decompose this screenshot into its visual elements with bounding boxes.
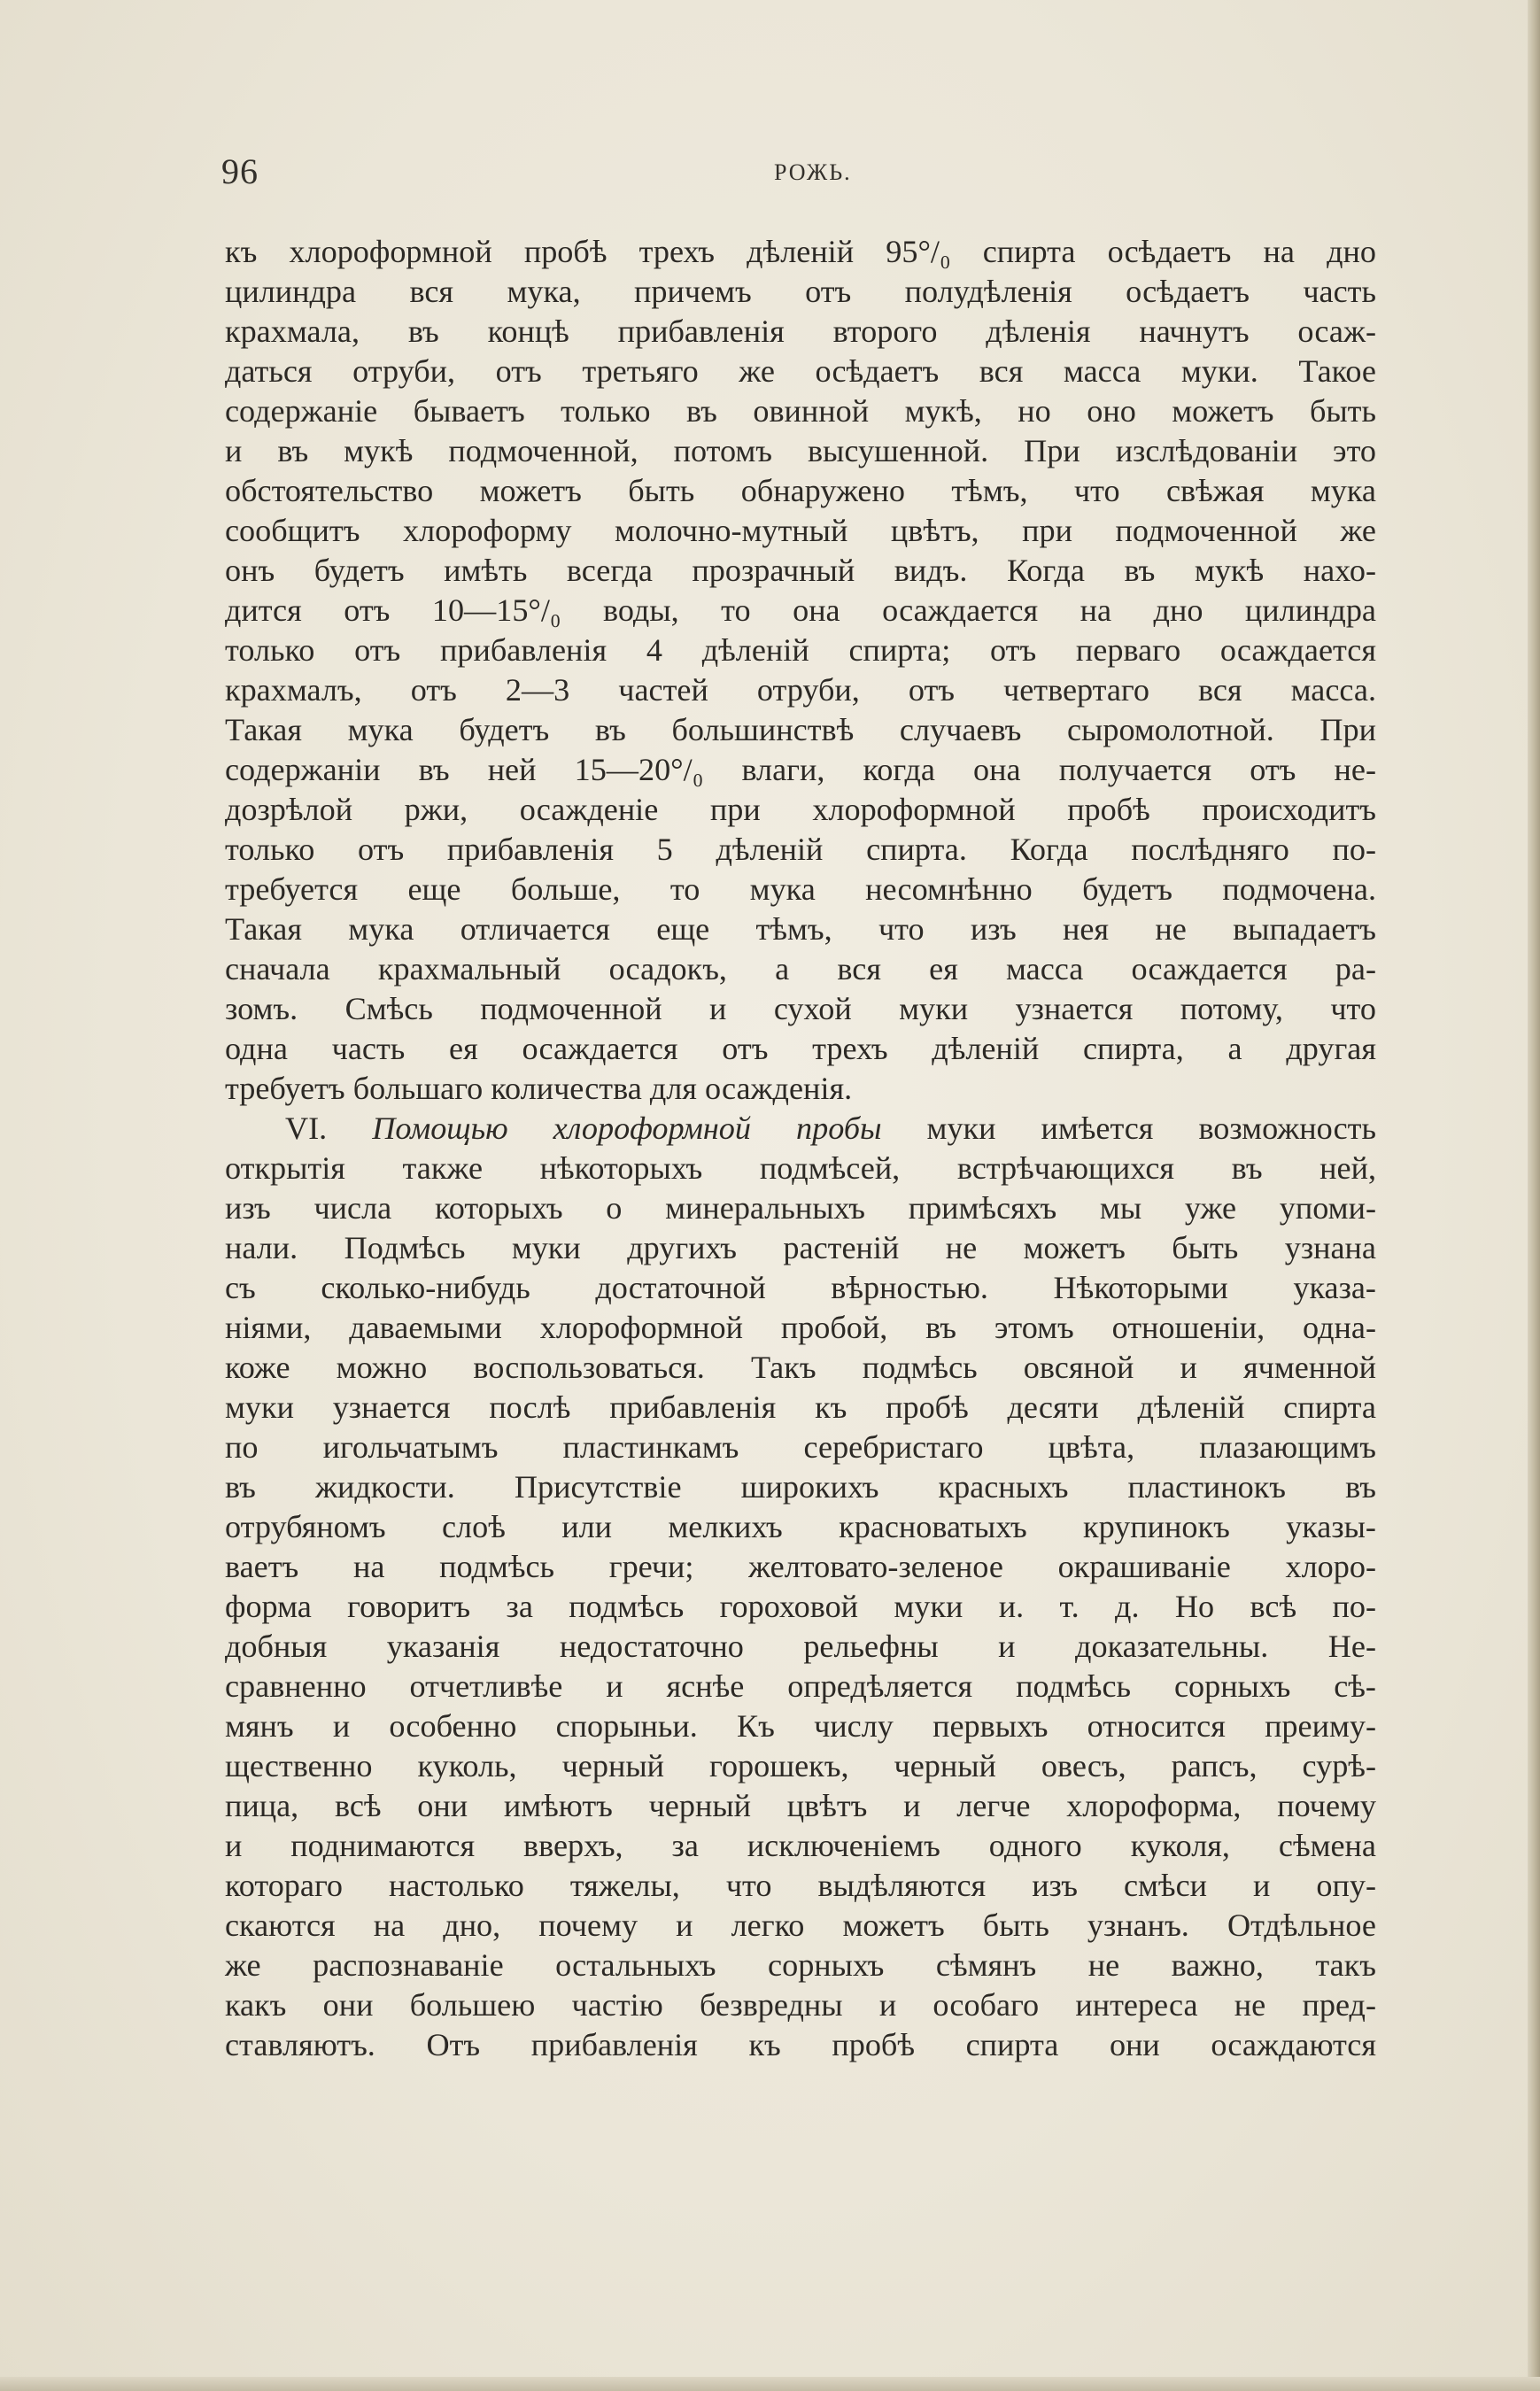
text-line: крахмала, въ концѣ прибавленія второго дѣленія начнутъ осаж- xyxy=(225,313,1376,349)
text-line: къ хлороформной пробѣ трехъ дѣленій 95°/₀ спирта осѣдаетъ на дно xyxy=(225,234,1376,269)
text-line: онъ будетъ имѣть всегда прозрачный видъ. Когда въ мукѣ нахо- xyxy=(225,553,1376,588)
text-line: добныя указанія недостаточно рельефны и доказательны. Не- xyxy=(225,1629,1376,1664)
text-line: котораго настолько тяжелы, что выдѣляются изъ смѣси и опу- xyxy=(225,1868,1376,1903)
text-line: отрубяномъ слоѣ или мелкихъ красноватыхъ крупинокъ указы- xyxy=(225,1509,1376,1544)
text-line: дится отъ 10—15°/₀ воды, то она осаждается на дно цилиндра xyxy=(225,592,1376,628)
text-line: только отъ прибавленія 5 дѣленій спирта. Когда послѣдняго по- xyxy=(225,832,1376,867)
paragraph-2-first-line xyxy=(225,1109,1376,1149)
page-right-edge xyxy=(1528,0,1540,2391)
text-line: по игольчатымъ пластинкамъ серебристаго цвѣта, плазающимъ xyxy=(225,1429,1376,1465)
text-line: сначала крахмальный осадокъ, а вся ея масса осаждается ра- xyxy=(225,951,1376,987)
section-numeral: VI. xyxy=(285,1110,328,1146)
text-line: Такая мука будетъ въ большинствѣ случаевъ сыромолотной. При xyxy=(225,712,1376,747)
paragraph-1 xyxy=(225,232,1376,1109)
text-line: въ жидкости. Присутствіе широкихъ красныхъ пластинокъ въ xyxy=(225,1469,1376,1505)
text-line: и поднимаются вверхъ, за исключеніемъ одного куколя, сѣмена xyxy=(225,1828,1376,1863)
text-line: одна часть ея осаждается отъ трехъ дѣленій спирта, а другая xyxy=(225,1031,1376,1066)
text-line: только отъ прибавленія 4 дѣленій спирта; отъ перваго осаждается xyxy=(225,632,1376,668)
text-line: нали. Подмѣсь муки другихъ растеній не можетъ быть узнана xyxy=(225,1230,1376,1265)
text-line: ставляютъ. Отъ прибавленія къ пробѣ спирта они осаждаются xyxy=(225,2027,1376,2062)
text-line: Такая мука отличается еще тѣмъ, что изъ нея не выпадаетъ xyxy=(225,911,1376,947)
text-line: ваетъ на подмѣсь гречи; желтовато-зеленое окрашиваніе хлоро- xyxy=(225,1549,1376,1584)
page-number: 96 xyxy=(221,151,259,191)
first-line-rest: муки имѣется возможность xyxy=(926,1110,1377,1146)
text-line: коже можно воспользоваться. Такъ подмѣсь овсяной и ячменной xyxy=(225,1350,1376,1385)
text-line: крахмалъ, отъ 2—3 частей отруби, отъ четвертаго вся масса. xyxy=(225,672,1376,708)
page-header xyxy=(221,151,1373,204)
text-line: обстоятельство можетъ быть обнаружено тѣмъ, что свѣжая мука xyxy=(225,473,1376,508)
text-line: щественно куколь, черный горошекъ, черный овесъ, рапсъ, сурѣ- xyxy=(225,1748,1376,1784)
text-line: цилиндра вся мука, причемъ отъ полудѣленія осѣдаетъ часть xyxy=(225,274,1376,309)
text-line: сравненно отчетливѣе и яснѣе опредѣляется подмѣсь сорныхъ сѣ- xyxy=(225,1668,1376,1704)
paragraph-2 xyxy=(225,1109,1376,2065)
text-line: дозрѣлой ржи, осажденіе при хлороформной пробѣ происходитъ xyxy=(225,792,1376,827)
text-line: съ сколько-нибудь достаточной вѣрностью. Нѣкоторыми указа- xyxy=(225,1270,1376,1305)
text-line: муки узнается послѣ прибавленія къ пробѣ десяти дѣленій спирта xyxy=(225,1389,1376,1425)
text-line: открытія также нѣкоторыхъ подмѣсей, встрѣчающихся въ ней, xyxy=(225,1150,1376,1186)
text-line: содержаніе бываетъ только въ овинной мукѣ, но оно можетъ быть xyxy=(225,393,1376,429)
text-line: требуется еще больше, то мука несомнѣнно будетъ подмочена. xyxy=(225,871,1376,907)
text-line: пица, всѣ они имѣютъ черный цвѣтъ и легче хлороформа, почему xyxy=(225,1788,1376,1823)
text-line: требуетъ большаго количества для осажденія. xyxy=(225,1071,853,1106)
text-line: изъ числа которыхъ о минеральныхъ примѣсяхъ мы уже упоми- xyxy=(225,1190,1376,1226)
text-line: содержаніи въ ней 15—20°/₀ влаги, когда она получается отъ не- xyxy=(225,752,1376,787)
text-line: ніями, даваемыми хлороформной пробой, въ этомъ отношеніи, одна- xyxy=(225,1310,1376,1345)
section-emphasis: Помощью хлороформной пробы xyxy=(372,1110,882,1146)
body-text xyxy=(225,232,1376,2065)
text-line: скаются на дно, почему и легко можетъ быть узнанъ. Отдѣльное xyxy=(225,1907,1376,1943)
text-line: даться отруби, отъ третьяго же осѣдаетъ вся масса муки. Такое xyxy=(225,353,1376,389)
text-line: же распознаваніе остальныхъ сорныхъ сѣмянъ не важно, такъ xyxy=(225,1947,1376,1983)
text-line: какъ они большею частію безвредны и особаго интереса не пред- xyxy=(225,1987,1376,2023)
text-line: форма говоритъ за подмѣсь гороховой муки и. т. д. Но всѣ по- xyxy=(225,1589,1376,1624)
text-line: зомъ. Смѣсь подмоченной и сухой муки узнается потому, что xyxy=(225,991,1376,1026)
text-line: мянъ и особенно спорыньи. Къ числу первыхъ относится преиму- xyxy=(225,1708,1376,1744)
page-bottom-edge xyxy=(0,2377,1540,2391)
text-line: сообщитъ хлороформу молочно-мутный цвѣтъ, при подмоченной же xyxy=(225,513,1376,548)
text-line: и въ мукѣ подмоченной, потомъ высушенной. При изслѣдованіи это xyxy=(225,433,1376,468)
running-head: РОЖЬ. xyxy=(774,159,852,185)
